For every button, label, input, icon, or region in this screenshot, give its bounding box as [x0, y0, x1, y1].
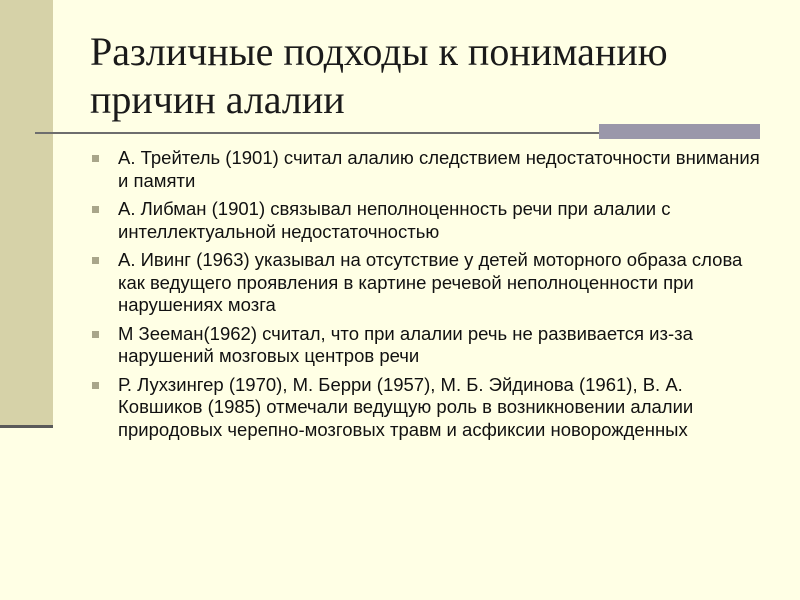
bullet-text: М Зееман(1962) считал, что при алалии речь не развивается из-за нарушений мозговых центров речи [118, 322, 693, 366]
bullet-item-zeeman [92, 323, 762, 368]
slide-title: Различные подходы к пониманию причин алалии [90, 29, 668, 122]
divider-accent-bar [599, 124, 760, 139]
bullet-item-treitel [92, 147, 762, 192]
bullet-text: А. Либман (1901) связывал неполноценность речи при алалии с интеллектуальной недостаточностью [118, 198, 671, 242]
left-band-underline [0, 425, 53, 428]
square-bullet-icon [92, 155, 99, 162]
bullet-item-libman [92, 198, 762, 243]
left-decorative-band [0, 0, 53, 426]
bullet-text: А. Трейтель (1901) считал алалию следствием недостаточности внимания и памяти [118, 147, 760, 191]
square-bullet-icon [92, 382, 99, 389]
square-bullet-icon [92, 257, 99, 264]
square-bullet-icon [92, 206, 99, 213]
bullet-item-iving [92, 249, 762, 317]
bullet-text: Р. Лухзингер (1970), М. Берри (1957), М. Б. Эйдинова (1961), В. А. Ковшиков (1985) отмечали ведущую роль в возникновении алалии природовых черепно-мозговых травм и асфиксии новорожденных [118, 373, 694, 440]
square-bullet-icon [92, 331, 99, 338]
bullet-list [92, 147, 762, 447]
bullet-text: А. Ивинг (1963) указывал на отсутствие у детей моторного образа слова как ведущего проявления в картине речевой неполноценности при нарушениях мозга [118, 249, 743, 315]
bullet-item-luchsinger [92, 374, 762, 442]
